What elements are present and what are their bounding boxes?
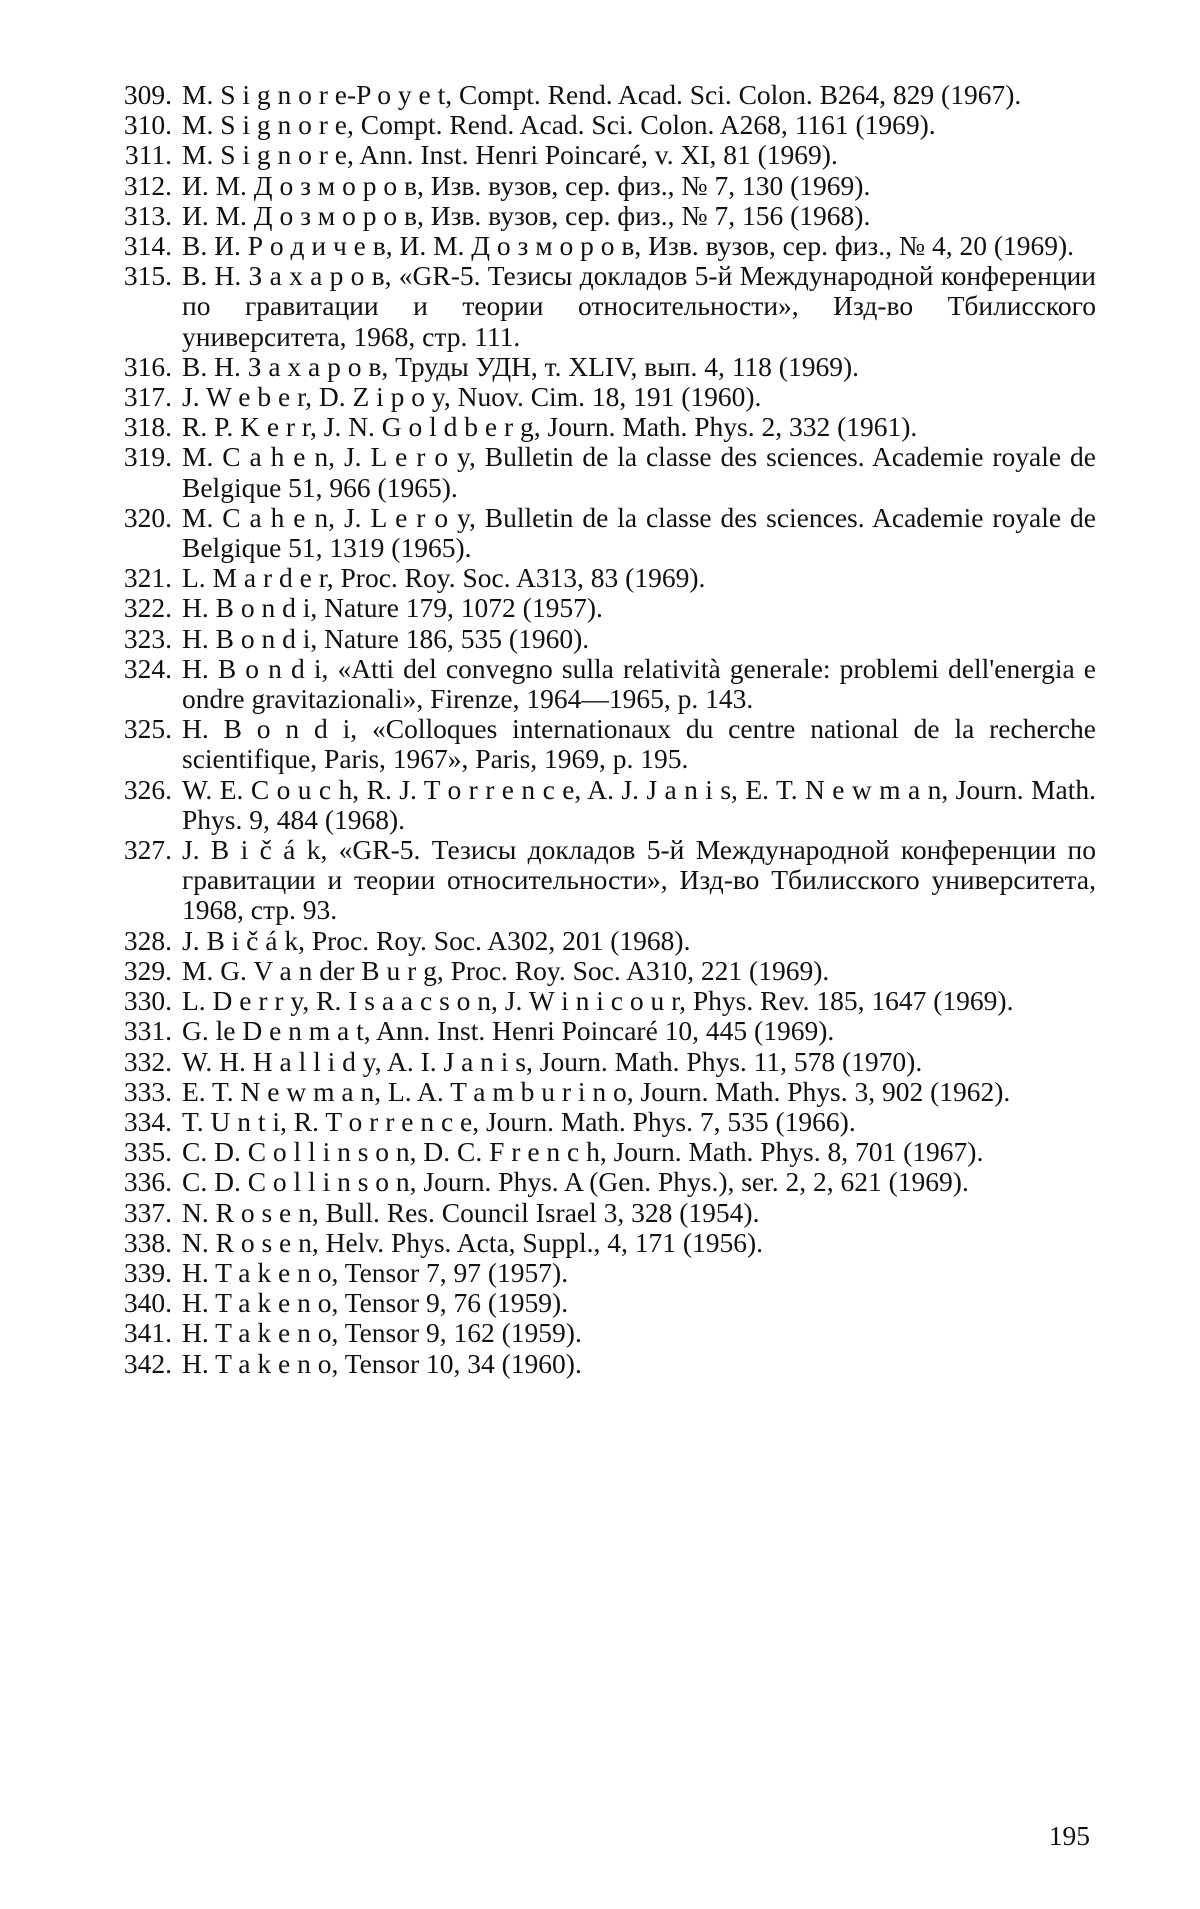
reference-item xyxy=(100,1258,1096,1288)
reference-item xyxy=(100,201,1096,231)
reference-text: H. T a k e n o, Tensor 9, 76 (1959). xyxy=(182,1287,569,1319)
reference-item xyxy=(100,1349,1096,1379)
reference-number: 337. xyxy=(123,1196,172,1228)
reference-text: В. Н. З а х а р о в, «GR-5. Тезисы докладов 5-й Международной конференции по гравитации и теории относительности», Изд-во Тбилисского университета, 1968, стр. 111. xyxy=(182,260,1096,352)
reference-text: C. D. C o l l i n s o n, Journ. Phys. A (Gen. Phys.), ser. 2, 2, 621 (1969). xyxy=(182,1166,969,1198)
reference-item xyxy=(100,926,1096,956)
reference-item xyxy=(100,503,1096,563)
reference-number: 340. xyxy=(123,1287,172,1319)
reference-number: 336. xyxy=(123,1166,172,1198)
reference-item xyxy=(100,1137,1096,1167)
reference-number: 334. xyxy=(123,1105,172,1137)
reference-text: J. W e b e r, D. Z i p o y, Nuov. Cim. 18, 191 (1960). xyxy=(182,381,762,413)
reference-item xyxy=(100,1016,1096,1046)
reference-text: H. B o n d i, «Atti del convegno sulla relatività generale: problemi dell'energia e ondre gravitazionali», Firenze, 1964—1965, p. 143. xyxy=(182,652,1096,715)
reference-text: M. S i g n o r e, Compt. Rend. Acad. Sci. Colon. A268, 1161 (1969). xyxy=(182,109,936,141)
reference-item xyxy=(100,110,1096,140)
reference-number: 319. xyxy=(123,441,172,473)
reference-number: 329. xyxy=(123,954,172,986)
reference-number: 315. xyxy=(123,260,172,292)
reference-text: В. И. Р о д и ч е в, И. М. Д о з м о р о в, Изв. вузов, сер. физ., № 4, 20 (1969). xyxy=(182,230,1075,262)
reference-text: H. B o n d i, «Colloques internationaux du centre national de la recherche scientifique, Paris, 1967», Paris, 1969, p. 195. xyxy=(182,713,1096,775)
reference-number: 335. xyxy=(123,1136,172,1168)
reference-number: 333. xyxy=(123,1075,172,1107)
reference-item xyxy=(100,1107,1096,1137)
reference-text: M. C a h e n, J. L e r o y, Bulletin de la classe des sciences. Academie royale de Belgique 51, 1319 (1965). xyxy=(182,501,1096,564)
reference-item xyxy=(100,171,1096,201)
reference-number: 322. xyxy=(123,592,172,624)
reference-text: J. B i č á k, Proc. Roy. Soc. A302, 201 (1968). xyxy=(182,924,691,956)
reference-item xyxy=(100,382,1096,412)
reference-text: И. М. Д о з м о р о в, Изв. вузов, сер. физ., № 7, 156 (1968). xyxy=(182,199,871,231)
reference-text: N. R o s e n, Helv. Phys. Acta, Suppl., 4, 171 (1956). xyxy=(182,1226,764,1258)
reference-number: 310. xyxy=(123,109,172,141)
reference-number: 311. xyxy=(124,139,172,171)
reference-item xyxy=(100,956,1096,986)
reference-number: 330. xyxy=(123,985,172,1017)
reference-number: 324. xyxy=(123,652,172,684)
reference-text: M. S i g n o r e, Ann. Inst. Henri Poincaré, v. XI, 81 (1969). xyxy=(182,139,838,171)
reference-text: H. B o n d i, Nature 186, 535 (1960). xyxy=(182,622,590,654)
reference-item xyxy=(100,412,1096,442)
reference-item xyxy=(100,986,1096,1016)
reference-text: M. G. V a n der B u r g, Proc. Roy. Soc. A310, 221 (1969). xyxy=(182,954,830,986)
reference-text: M. C a h e n, J. L e r o y, Bulletin de la classe des sciences. Academie royale de Belgique 51, 966 (1965). xyxy=(182,441,1096,503)
reference-item xyxy=(100,714,1096,774)
reference-item xyxy=(100,231,1096,261)
reference-item xyxy=(100,1288,1096,1318)
reference-text: T. U n t i, R. T o r r e n c e, Journ. Math. Phys. 7, 535 (1966). xyxy=(182,1105,856,1137)
reference-item xyxy=(100,835,1096,926)
reference-item xyxy=(100,775,1096,835)
reference-number: 316. xyxy=(123,350,172,382)
reference-item xyxy=(100,1167,1096,1197)
reference-number: 321. xyxy=(123,562,172,594)
reference-number: 309. xyxy=(123,79,172,110)
reference-number: 326. xyxy=(123,773,172,805)
reference-text: N. R o s e n, Bull. Res. Council Israel 3, 328 (1954). xyxy=(182,1196,760,1228)
reference-item xyxy=(100,352,1096,382)
reference-number: 341. xyxy=(123,1317,172,1349)
reference-item xyxy=(100,261,1096,352)
reference-text: H. B o n d i, Nature 179, 1072 (1957). xyxy=(182,592,603,624)
page-number: 195 xyxy=(1048,1820,1090,1851)
reference-item xyxy=(100,1198,1096,1228)
reference-text: R. P. K e r r, J. N. G o l d b e r g, Journ. Math. Phys. 2, 332 (1961). xyxy=(182,411,918,443)
reference-item xyxy=(100,80,1096,110)
reference-number: 327. xyxy=(123,834,172,866)
reference-number: 332. xyxy=(123,1045,172,1077)
reference-number: 313. xyxy=(123,199,172,231)
reference-text: G. le D e n m a t, Ann. Inst. Henri Poincaré 10, 445 (1969). xyxy=(182,1015,835,1047)
reference-text: H. T a k e n o, Tensor 9, 162 (1959). xyxy=(182,1317,582,1349)
reference-text: L. M a r d e r, Proc. Roy. Soc. A313, 83 (1969). xyxy=(182,562,706,594)
reference-number: 328. xyxy=(123,924,172,956)
reference-item xyxy=(100,140,1096,170)
reference-text: В. Н. З а х а р о в, Труды УДН, т. XLIV, вып. 4, 118 (1969). xyxy=(182,350,859,382)
reference-item xyxy=(100,1077,1096,1107)
reference-number: 331. xyxy=(123,1015,172,1047)
reference-number: 318. xyxy=(123,411,172,443)
reference-number: 317. xyxy=(123,381,172,413)
reference-item xyxy=(100,1047,1096,1077)
reference-item xyxy=(100,1318,1096,1348)
reference-number: 339. xyxy=(123,1256,172,1288)
reference-list xyxy=(100,80,1096,1379)
reference-text: L. D e r r y, R. I s a a c s o n, J. W i n i c o u r, Phys. Rev. 185, 1647 (1969). xyxy=(182,985,1014,1017)
reference-number: 325. xyxy=(123,713,172,745)
reference-item xyxy=(100,593,1096,623)
reference-item xyxy=(100,442,1096,502)
reference-item xyxy=(100,1228,1096,1258)
reference-number: 338. xyxy=(123,1226,172,1258)
reference-item xyxy=(100,624,1096,654)
reference-text: J. B i č á k, «GR-5. Тезисы докладов 5-й Международной конференции по гравитации и теории относительности», Изд-во Тбилисского университета, 1968, стр. 93. xyxy=(182,834,1096,926)
reference-item xyxy=(100,654,1096,714)
reference-text: E. T. N e w m a n, L. A. T a m b u r i n o, Journ. Math. Phys. 3, 902 (1962). xyxy=(182,1075,1011,1107)
reference-number: 314. xyxy=(123,230,172,262)
reference-text: H. T a k e n o, Tensor 7, 97 (1957). xyxy=(182,1256,569,1288)
reference-number: 342. xyxy=(123,1347,172,1379)
reference-text: H. T a k e n o, Tensor 10, 34 (1960). xyxy=(182,1347,582,1379)
reference-item xyxy=(100,563,1096,593)
reference-text: C. D. C o l l i n s o n, D. C. F r e n c h, Journ. Math. Phys. 8, 701 (1967). xyxy=(182,1136,984,1168)
reference-text: M. S i g n o r e-P o y e t, Compt. Rend. Acad. Sci. Colon. B264, 829 (1967). xyxy=(182,79,1022,110)
reference-number: 323. xyxy=(123,622,172,654)
reference-text: И. М. Д о з м о р о в, Изв. вузов, сер. физ., № 7, 130 (1969). xyxy=(182,169,871,201)
reference-number: 320. xyxy=(123,501,172,533)
reference-number: 312. xyxy=(123,169,172,201)
reference-text: W. E. C o u c h, R. J. T o r r e n c e, A. J. J a n i s, E. T. N e w m a n, Journ. Math. Phys. 9, 484 (1968). xyxy=(182,773,1096,835)
reference-text: W. H. H a l l i d y, A. I. J a n i s, Journ. Math. Phys. 11, 578 (1970). xyxy=(182,1045,923,1077)
